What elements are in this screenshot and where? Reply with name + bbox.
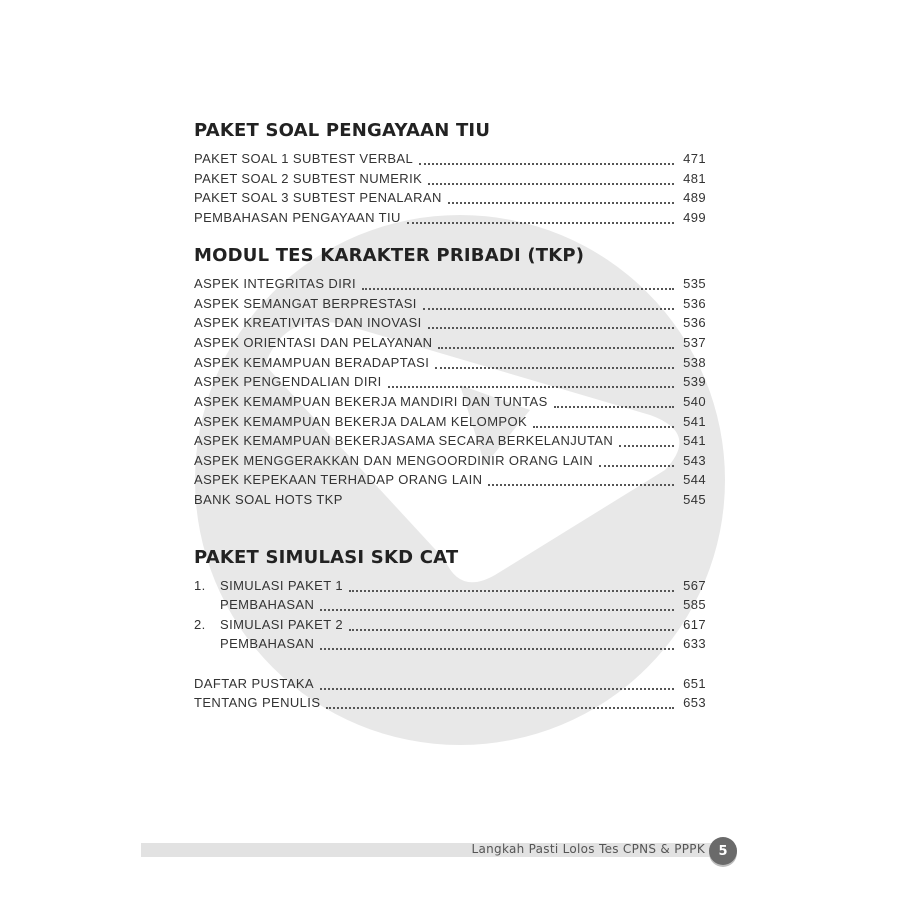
toc-entry — [194, 414, 706, 433]
page-number-badge: 5 — [709, 837, 737, 865]
dot-leader — [388, 385, 674, 388]
toc-entry — [194, 695, 706, 714]
toc-entry — [194, 151, 706, 170]
entry-page: 544 — [683, 472, 706, 487]
entry-label: ASPEK KEMAMPUAN BEKERJA MANDIRI DAN TUNTAS — [194, 394, 548, 409]
entry-label: DAFTAR PUSTAKA — [194, 676, 314, 691]
entry-page: 567 — [683, 578, 706, 593]
entry-label: PEMBAHASAN — [220, 636, 315, 651]
entry-page: 543 — [683, 453, 706, 468]
toc-entry — [194, 617, 706, 636]
entry-number: 2. — [194, 617, 206, 632]
entry-label: ASPEK INTEGRITAS DIRI — [194, 276, 357, 291]
entry-number: 1. — [194, 578, 206, 593]
entry-label: PAKET SOAL 1 SUBTEST VERBAL — [194, 151, 414, 166]
section-heading: PAKET SOAL PENGAYAAN TIU — [194, 120, 491, 141]
entry-page: 481 — [683, 171, 706, 186]
section-heading: MODUL TES KARAKTER PRIBADI (TKP) — [194, 245, 585, 266]
entry-page: 617 — [683, 617, 706, 632]
entry-page: 539 — [683, 374, 706, 389]
entry-label: ASPEK SEMANGAT BERPRESTASI — [194, 296, 417, 311]
entry-label — [194, 578, 343, 593]
dot-leader — [419, 162, 674, 165]
entry-page: 536 — [683, 296, 706, 311]
entry-page: 651 — [683, 676, 706, 691]
toc-entry — [194, 355, 706, 374]
dot-leader — [326, 706, 674, 709]
entry-text: SIMULASI PAKET 2 — [220, 617, 343, 632]
toc-entry — [194, 636, 706, 655]
entry-label: ASPEK KREATIVITAS DAN INOVASI — [194, 315, 422, 330]
toc-entry — [194, 190, 706, 209]
entry-label: ASPEK KEPEKAAN TERHADAP ORANG LAIN — [194, 472, 483, 487]
dot-leader — [599, 464, 674, 467]
entry-page: 536 — [683, 315, 706, 330]
dot-leader — [349, 589, 674, 592]
dot-leader — [554, 405, 674, 408]
entry-label: PEMBAHASAN PENGAYAAN TIU — [194, 210, 401, 225]
toc-entry — [194, 578, 706, 597]
entry-page: 535 — [683, 276, 706, 291]
entry-label: TENTANG PENULIS — [194, 695, 321, 710]
entry-page: 633 — [683, 636, 706, 651]
dot-leader — [428, 182, 674, 185]
toc-entry — [194, 335, 706, 354]
entry-page: 653 — [683, 695, 706, 710]
dot-leader — [349, 628, 674, 631]
entry-page: 541 — [683, 414, 706, 429]
dot-leader — [407, 221, 674, 224]
dot-leader — [423, 307, 674, 310]
entry-label: ASPEK MENGGERAKKAN DAN MENGOORDINIR ORANG LAIN — [194, 453, 594, 468]
toc-entry — [194, 453, 706, 472]
toc-entry — [194, 296, 706, 315]
dot-leader — [488, 483, 674, 486]
section-heading: PAKET SIMULASI SKD CAT — [194, 547, 459, 568]
toc-entry — [194, 171, 706, 190]
entry-page: 585 — [683, 597, 706, 612]
dot-leader — [438, 346, 674, 349]
entry-label: PAKET SOAL 2 SUBTEST NUMERIK — [194, 171, 423, 186]
toc-entry — [194, 433, 706, 452]
dot-leader — [362, 287, 674, 290]
footer-title: Langkah Pasti Lolos Tes CPNS & PPPK — [471, 842, 705, 856]
dot-leader — [320, 687, 674, 690]
entry-label: ASPEK ORIENTASI DAN PELAYANAN — [194, 335, 433, 350]
dot-leader — [533, 425, 674, 428]
toc-entry — [194, 210, 706, 229]
entry-label — [194, 617, 343, 632]
toc-entry — [194, 315, 706, 334]
entry-page: 489 — [683, 190, 706, 205]
dot-leader — [428, 326, 674, 329]
entry-page: 499 — [683, 210, 706, 225]
entry-text: SIMULASI PAKET 1 — [220, 578, 343, 593]
toc-entry — [194, 492, 706, 511]
entry-page: 545 — [683, 492, 706, 507]
entry-label: ASPEK KEMAMPUAN BERADAPTASI — [194, 355, 430, 370]
entry-label: PAKET SOAL 3 SUBTEST PENALARAN — [194, 190, 442, 205]
toc-entry — [194, 597, 706, 616]
entry-page: 538 — [683, 355, 706, 370]
toc-entry — [194, 472, 706, 491]
dot-leader — [320, 647, 674, 650]
entry-label: PEMBAHASAN — [220, 597, 315, 612]
entry-page: 537 — [683, 335, 706, 350]
dot-leader — [448, 201, 674, 204]
entry-page: 541 — [683, 433, 706, 448]
dot-leader — [320, 608, 674, 611]
entry-page: 540 — [683, 394, 706, 409]
dot-leader — [619, 444, 674, 447]
entry-label: ASPEK PENGENDALIAN DIRI — [194, 374, 382, 389]
entry-label: BANK SOAL HOTS TKP — [194, 492, 343, 507]
entry-label: ASPEK KEMAMPUAN BEKERJASAMA SECARA BERKELANJUTAN — [194, 433, 614, 448]
toc-entry — [194, 276, 706, 295]
dot-leader — [435, 366, 674, 369]
entry-page: 471 — [683, 151, 706, 166]
toc-entry — [194, 374, 706, 393]
entry-label: ASPEK KEMAMPUAN BEKERJA DALAM KELOMPOK — [194, 414, 528, 429]
toc-entry — [194, 394, 706, 413]
toc-entry — [194, 676, 706, 695]
